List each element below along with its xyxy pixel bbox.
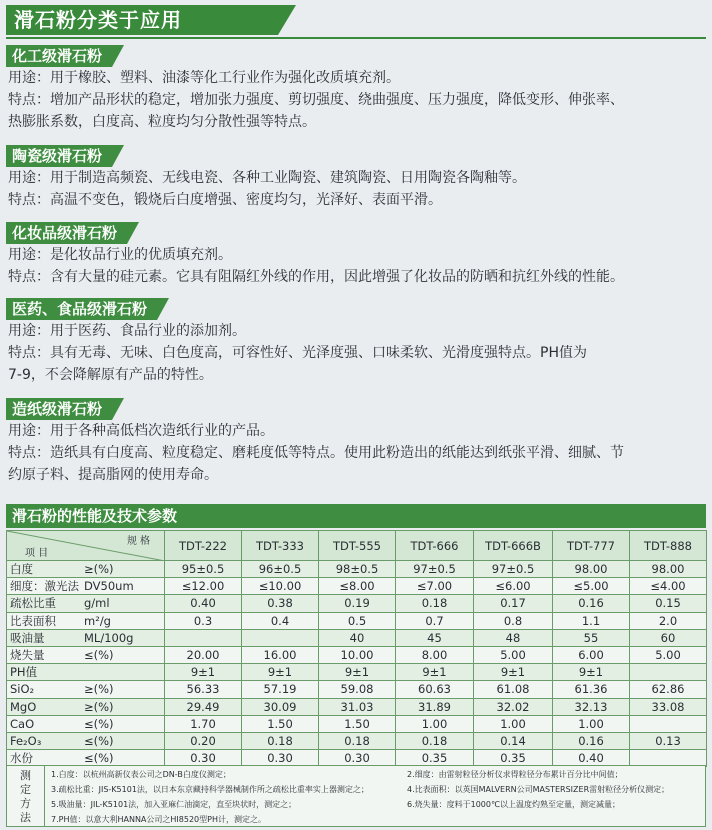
section-line: 约原子料、提高脂网的使用寿命。	[8, 467, 218, 483]
section-heading: 化工级滑石粉	[6, 45, 112, 67]
page-title: 滑石粉分类于应用	[6, 5, 278, 35]
table-cell: 9±1	[242, 664, 319, 681]
row-label-cell	[7, 715, 165, 732]
table-cell: 59.08	[319, 681, 396, 698]
row-unit: ≤(%)	[84, 733, 114, 748]
table-cell: 0.20	[165, 732, 242, 749]
table-cell: 95±0.5	[165, 561, 242, 578]
methods-label-char: 法	[20, 811, 31, 824]
table-row	[7, 612, 707, 629]
section-line: 用途：用于制造高频瓷、无线电瓷、各种工业陶瓷、建筑陶瓷、日用陶瓷各陶釉等。	[8, 170, 526, 186]
method-item: 5.吸油量：JIL-K5101法，加入亚麻仁油滴定，直至块状时，测定之；	[51, 800, 297, 809]
table-cell: 0.19	[319, 595, 396, 612]
table-cell: 0.30	[165, 750, 242, 767]
row-unit: m²/g	[84, 613, 111, 628]
section-line: 特点：具有无毒、无味、白色度高，可容性好、光泽度强、口味柔软、光滑度强特点。PH值为	[8, 345, 587, 361]
table-cell: 56.33	[165, 681, 242, 698]
table-cell: 0.30	[319, 750, 396, 767]
section-chemical-grade	[6, 45, 706, 133]
row-label-cell	[7, 681, 165, 698]
table-cell: 6.00	[553, 646, 630, 663]
section-heading: 造纸级滑石粉	[6, 398, 112, 420]
table-cell	[630, 664, 707, 681]
method-item: 7.PH值：以意大利HANNA公司之HI8520型PH计，测定之。	[51, 815, 266, 824]
section-line: 特点：含有大量的硅元素。它具有阻隔红外线的作用，因此增强了化妆品的防晒和抗红外线的性能。	[8, 269, 624, 285]
method-item: 3.疏松比重：JIS-K5101法，以日本东京藏持科学器械制作所之疏松比重率实上器测定之；	[51, 785, 369, 794]
table-cell: 61.08	[474, 681, 553, 698]
row-label: 吸油量	[10, 630, 45, 645]
table-cell: 0.30	[242, 750, 319, 767]
table-cell: 0.14	[474, 732, 553, 749]
table-cell: 0.18	[319, 732, 396, 749]
row-label: MgO	[10, 699, 37, 714]
table-cell: 40	[319, 629, 396, 646]
section-line: 7-9，不会降解原有产品的特性。	[8, 367, 213, 383]
table-cell: ≤12.00	[165, 578, 242, 595]
row-unit: ≤(%)	[84, 751, 114, 766]
table-cell: 60.63	[396, 681, 474, 698]
section-line: 特点：造纸具有白度高、粒度稳定、磨耗度低等特点。使用此粉造出的纸能达到纸张平滑、细腻、节	[8, 445, 624, 461]
column-header: TDT-333	[242, 531, 319, 561]
row-unit: ≤(%)	[84, 716, 114, 731]
row-unit: ML/100g	[84, 630, 134, 645]
table-cell: 97±0.5	[396, 561, 474, 578]
section-line: 用途：用于医药、食品行业的添加剂。	[8, 323, 246, 339]
row-label: Fe₂O₃	[10, 733, 42, 748]
table-cell: 0.18	[396, 595, 474, 612]
table-cell: 0.8	[474, 612, 553, 629]
table-cell: 0.3	[165, 612, 242, 629]
row-label-cell	[7, 646, 165, 663]
table-cell: 30.09	[242, 698, 319, 715]
row-label-cell	[7, 664, 165, 681]
section-heading: 医药、食品级滑石粉	[6, 298, 157, 320]
table-cell: 55	[553, 629, 630, 646]
table-cell: 9±1	[553, 664, 630, 681]
methods-label	[7, 766, 45, 826]
section-line: 用途：用于橡胶、塑料、油漆等化工行业作为强化改质填充剂。	[8, 70, 400, 86]
table-cell: 45	[396, 629, 474, 646]
test-methods	[6, 765, 706, 827]
row-label-cell	[7, 629, 165, 646]
table-cell: 9±1	[474, 664, 553, 681]
table-cell: 48	[474, 629, 553, 646]
table-cell: 9±1	[165, 664, 242, 681]
table-row	[7, 664, 707, 681]
table-cell: 0.40	[553, 750, 630, 767]
row-label: 水份	[10, 751, 33, 766]
table-cell: 98.00	[553, 561, 630, 578]
column-header: TDT-777	[553, 531, 630, 561]
table-cell: 57.19	[242, 681, 319, 698]
section-pharma-food-grade	[6, 298, 706, 386]
table-cell: 5.00	[630, 646, 707, 663]
method-item: 6.烧失量：度料于1000℃以上温度灼熟至定量，测定减量；	[407, 800, 620, 809]
section-line: 用途：是化妆品行业的优质填充剂。	[8, 247, 232, 263]
table-corner-cell	[7, 531, 165, 561]
table-cell: ≤10.00	[242, 578, 319, 595]
table-cell: 9±1	[396, 664, 474, 681]
column-header: TDT-555	[319, 531, 396, 561]
row-label: 比表面积	[10, 613, 56, 628]
table-cell: 97±0.5	[474, 561, 553, 578]
params-heading: 滑石粉的性能及技术参数	[6, 504, 706, 528]
table-cell: 10.00	[319, 646, 396, 663]
table-cell: 0.16	[553, 732, 630, 749]
table-cell: 0.5	[319, 612, 396, 629]
table-cell: 0.17	[474, 595, 553, 612]
table-cell: 33.08	[630, 698, 707, 715]
table-cell: 0.35	[396, 750, 474, 767]
table-cell: ≤4.00	[630, 578, 707, 595]
row-label-cell	[7, 732, 165, 749]
section-line: 特点：高温不变色，锻烧后白度增强、密度均匀，光泽好、表面平滑。	[8, 192, 442, 208]
table-row	[7, 681, 707, 698]
section-line: 特点：增加产品形状的稳定，增加张力强度、剪切强度、绕曲强度、压力强度，降低变形、伸张率、	[8, 92, 624, 108]
row-label: PH值	[10, 665, 38, 680]
section-heading: 陶瓷级滑石粉	[6, 145, 112, 167]
table-cell: 0.4	[242, 612, 319, 629]
table-cell: ≤5.00	[553, 578, 630, 595]
table-cell: 16.00	[242, 646, 319, 663]
table-cell: 0.18	[396, 732, 474, 749]
row-unit: DV50um	[84, 579, 134, 594]
table-cell	[630, 715, 707, 732]
row-label: SiO₂	[10, 682, 35, 697]
method-item: 1.白度：以杭州高新仪表公司之DN-B白度仪测定；	[51, 770, 231, 779]
table-cell: 0.35	[474, 750, 553, 767]
corner-spec-label: 规 格	[126, 536, 150, 547]
section-ceramic-grade	[6, 145, 706, 211]
table-row	[7, 578, 707, 595]
row-label: 细度：激光法	[10, 579, 79, 594]
section-line: 用途：用于各种高低档次造纸行业的产品。	[8, 423, 274, 439]
table-cell: 0.38	[242, 595, 319, 612]
section-paper-grade	[6, 398, 706, 486]
row-label: 烧失量	[10, 648, 45, 663]
table-cell: 31.89	[396, 698, 474, 715]
row-label-cell	[7, 578, 165, 595]
table-cell: 1.00	[396, 715, 474, 732]
table-cell: ≤7.00	[396, 578, 474, 595]
column-header: TDT-888	[630, 531, 707, 561]
row-label-cell	[7, 595, 165, 612]
table-cell: ≤6.00	[474, 578, 553, 595]
table-cell: 1.50	[242, 715, 319, 732]
table-cell: 32.13	[553, 698, 630, 715]
table-cell: 0.7	[396, 612, 474, 629]
table-cell: 0.40	[165, 595, 242, 612]
table-row	[7, 646, 707, 663]
row-unit: ≥(%)	[84, 562, 114, 577]
column-header: TDT-666	[396, 531, 474, 561]
methods-label-char: 定	[20, 783, 31, 796]
table-cell: ≤8.00	[319, 578, 396, 595]
table-cell: 1.00	[474, 715, 553, 732]
table-cell: 32.02	[474, 698, 553, 715]
table-cell: 31.03	[319, 698, 396, 715]
table-row	[7, 629, 707, 646]
section-heading: 化妆品级滑石粉	[6, 222, 127, 244]
methods-label-char: 方	[20, 797, 31, 810]
table-cell: 98±0.5	[319, 561, 396, 578]
table-cell: 61.36	[553, 681, 630, 698]
method-item: 4.比表面积：以英国MALVERN公司MASTERSIZER雷射粒径分析仪测定；	[407, 785, 670, 794]
table-cell: 20.00	[165, 646, 242, 663]
column-header: TDT-666B	[474, 531, 553, 561]
table-cell: 98.00	[630, 561, 707, 578]
table-cell: 0.13	[630, 732, 707, 749]
table-row	[7, 561, 707, 578]
table-cell: 60	[630, 629, 707, 646]
row-label: 疏松比重	[10, 596, 56, 611]
row-label-cell	[7, 612, 165, 629]
table-cell: 1.50	[319, 715, 396, 732]
row-label: 白度	[10, 562, 33, 577]
table-cell: 29.49	[165, 698, 242, 715]
table-cell: 0.18	[242, 732, 319, 749]
table-cell: 1.70	[165, 715, 242, 732]
row-unit: ≥(%)	[84, 682, 114, 697]
table-cell	[242, 629, 319, 646]
table-cell: 1.00	[553, 715, 630, 732]
row-unit: g/ml	[84, 596, 110, 611]
title-divider	[6, 37, 706, 39]
section-cosmetic-grade	[6, 222, 706, 288]
table-cell: 9±1	[319, 664, 396, 681]
table-cell: 96±0.5	[242, 561, 319, 578]
table-cell: 5.00	[474, 646, 553, 663]
column-header: TDT-222	[165, 531, 242, 561]
table-cell: 62.86	[630, 681, 707, 698]
table-header-row	[7, 531, 707, 561]
table-cell	[165, 629, 242, 646]
row-unit: ≤(%)	[84, 648, 114, 663]
corner-item-label: 项 目	[25, 548, 49, 559]
table-row	[7, 595, 707, 612]
table-cell: 1.1	[553, 612, 630, 629]
row-label: CaO	[10, 716, 35, 731]
table-row	[7, 732, 707, 749]
section-line: 热膨胀系数，白度高、粒度均匀分散性强等特点。	[8, 114, 316, 130]
row-unit: ≥(%)	[84, 699, 114, 714]
row-label-cell	[7, 561, 165, 578]
table-row	[7, 715, 707, 732]
methods-label-char: 测	[20, 769, 31, 782]
method-item: 2.细度：由雷射粒径分析仪求得粒径分布累计百分比中间值；	[407, 770, 623, 779]
table-cell: 0.15	[630, 595, 707, 612]
table-cell: 0.16	[553, 595, 630, 612]
table-cell: 2.0	[630, 612, 707, 629]
table-cell: 8.00	[396, 646, 474, 663]
params-table	[6, 530, 707, 767]
table-row	[7, 698, 707, 715]
row-label-cell	[7, 698, 165, 715]
